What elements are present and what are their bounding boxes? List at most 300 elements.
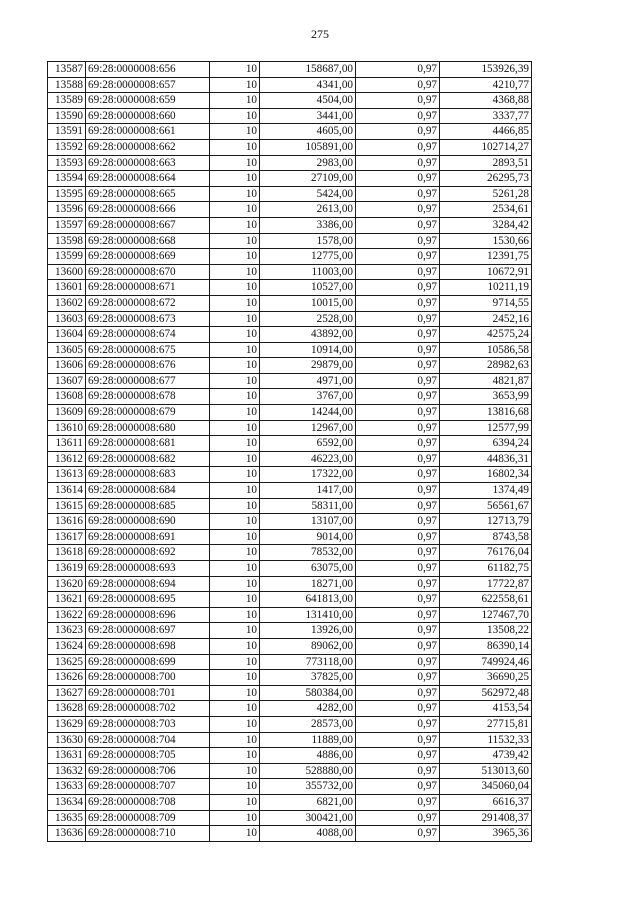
cadastral-number-cell: 69:28:0000008:691 <box>86 529 210 545</box>
category-cell: 10 <box>210 779 260 795</box>
cadastral-number-cell: 69:28:0000008:693 <box>86 561 210 577</box>
category-cell: 10 <box>210 295 260 311</box>
category-cell: 10 <box>210 732 260 748</box>
coefficient-cell: 0,97 <box>356 186 440 202</box>
area-cell: 3441,00 <box>260 108 356 124</box>
area-cell: 29879,00 <box>260 358 356 374</box>
category-cell: 10 <box>210 467 260 483</box>
value-cell: 10672,91 <box>440 264 532 280</box>
coefficient-cell: 0,97 <box>356 623 440 639</box>
category-cell: 10 <box>210 420 260 436</box>
area-cell: 43892,00 <box>260 327 356 343</box>
value-cell: 513013,60 <box>440 763 532 779</box>
area-cell: 63075,00 <box>260 561 356 577</box>
value-cell: 2893,51 <box>440 155 532 171</box>
cadastral-number-cell: 69:28:0000008:684 <box>86 483 210 499</box>
coefficient-cell: 0,97 <box>356 498 440 514</box>
value-cell: 27715,81 <box>440 716 532 732</box>
table-row <box>48 405 532 421</box>
coefficient-cell: 0,97 <box>356 467 440 483</box>
cadastral-number-cell: 69:28:0000008:656 <box>86 62 210 78</box>
area-cell: 12967,00 <box>260 420 356 436</box>
cadastral-number-cell: 69:28:0000008:699 <box>86 654 210 670</box>
category-cell: 10 <box>210 810 260 826</box>
cadastral-number-cell: 69:28:0000008:683 <box>86 467 210 483</box>
table-row <box>48 139 532 155</box>
area-cell: 131410,00 <box>260 607 356 623</box>
cadastral-number-cell: 69:28:0000008:661 <box>86 124 210 140</box>
table-row <box>48 545 532 561</box>
cadastral-number-cell: 69:28:0000008:674 <box>86 327 210 343</box>
category-cell: 10 <box>210 514 260 530</box>
value-cell: 26295,73 <box>440 171 532 187</box>
category-cell: 10 <box>210 264 260 280</box>
category-cell: 10 <box>210 607 260 623</box>
cadastral-number-cell: 69:28:0000008:676 <box>86 358 210 374</box>
value-cell: 4466,85 <box>440 124 532 140</box>
row-number-cell: 13608 <box>48 389 86 405</box>
value-cell: 4821,87 <box>440 373 532 389</box>
table-row <box>48 155 532 171</box>
area-cell: 773118,00 <box>260 654 356 670</box>
table-row <box>48 327 532 343</box>
cadastral-number-cell: 69:28:0000008:679 <box>86 405 210 421</box>
table-row <box>48 592 532 608</box>
row-number-cell: 13594 <box>48 171 86 187</box>
cadastral-number-cell: 69:28:0000008:701 <box>86 685 210 701</box>
value-cell: 11532,33 <box>440 732 532 748</box>
category-cell: 10 <box>210 77 260 93</box>
area-cell: 2983,00 <box>260 155 356 171</box>
category-cell: 10 <box>210 233 260 249</box>
row-number-cell: 13626 <box>48 670 86 686</box>
category-cell: 10 <box>210 794 260 810</box>
row-number-cell: 13597 <box>48 217 86 233</box>
coefficient-cell: 0,97 <box>356 545 440 561</box>
value-cell: 749924,46 <box>440 654 532 670</box>
cadastral-number-cell: 69:28:0000008:673 <box>86 311 210 327</box>
area-cell: 46223,00 <box>260 451 356 467</box>
coefficient-cell: 0,97 <box>356 607 440 623</box>
area-cell: 641813,00 <box>260 592 356 608</box>
coefficient-cell: 0,97 <box>356 77 440 93</box>
table-row <box>48 217 532 233</box>
coefficient-cell: 0,97 <box>356 592 440 608</box>
area-cell: 4282,00 <box>260 701 356 717</box>
area-cell: 58311,00 <box>260 498 356 514</box>
coefficient-cell: 0,97 <box>356 171 440 187</box>
coefficient-cell: 0,97 <box>356 295 440 311</box>
row-number-cell: 13600 <box>48 264 86 280</box>
cadastral-number-cell: 69:28:0000008:677 <box>86 373 210 389</box>
category-cell: 10 <box>210 139 260 155</box>
category-cell: 10 <box>210 436 260 452</box>
area-cell: 4886,00 <box>260 748 356 764</box>
area-cell: 1417,00 <box>260 483 356 499</box>
coefficient-cell: 0,97 <box>356 561 440 577</box>
value-cell: 4739,42 <box>440 748 532 764</box>
table-row <box>48 311 532 327</box>
table-row <box>48 93 532 109</box>
area-cell: 158687,00 <box>260 62 356 78</box>
row-number-cell: 13606 <box>48 358 86 374</box>
coefficient-cell: 0,97 <box>356 514 440 530</box>
coefficient-cell: 0,97 <box>356 529 440 545</box>
area-cell: 13926,00 <box>260 623 356 639</box>
area-cell: 89062,00 <box>260 638 356 654</box>
value-cell: 1374,49 <box>440 483 532 499</box>
category-cell: 10 <box>210 498 260 514</box>
cadastral-number-cell: 69:28:0000008:671 <box>86 280 210 296</box>
value-cell: 28982,63 <box>440 358 532 374</box>
value-cell: 6616,37 <box>440 794 532 810</box>
row-number-cell: 13601 <box>48 280 86 296</box>
category-cell: 10 <box>210 62 260 78</box>
category-cell: 10 <box>210 763 260 779</box>
value-cell: 4210,77 <box>440 77 532 93</box>
value-cell: 56561,67 <box>440 498 532 514</box>
value-cell: 61182,75 <box>440 561 532 577</box>
cadastral-number-cell: 69:28:0000008:662 <box>86 139 210 155</box>
area-cell: 28573,00 <box>260 716 356 732</box>
coefficient-cell: 0,97 <box>356 654 440 670</box>
category-cell: 10 <box>210 155 260 171</box>
area-cell: 5424,00 <box>260 186 356 202</box>
coefficient-cell: 0,97 <box>356 748 440 764</box>
cadastral-number-cell: 69:28:0000008:664 <box>86 171 210 187</box>
coefficient-cell: 0,97 <box>356 124 440 140</box>
category-cell: 10 <box>210 124 260 140</box>
category-cell: 10 <box>210 358 260 374</box>
row-number-cell: 13592 <box>48 139 86 155</box>
coefficient-cell: 0,97 <box>356 576 440 592</box>
coefficient-cell: 0,97 <box>356 779 440 795</box>
cadastral-number-cell: 69:28:0000008:700 <box>86 670 210 686</box>
area-cell: 528880,00 <box>260 763 356 779</box>
cadastral-number-cell: 69:28:0000008:685 <box>86 498 210 514</box>
row-number-cell: 13590 <box>48 108 86 124</box>
value-cell: 16802,34 <box>440 467 532 483</box>
category-cell: 10 <box>210 249 260 265</box>
value-cell: 8743,58 <box>440 529 532 545</box>
value-cell: 2452,16 <box>440 311 532 327</box>
value-cell: 345060,04 <box>440 779 532 795</box>
table-row <box>48 763 532 779</box>
category-cell: 10 <box>210 280 260 296</box>
coefficient-cell: 0,97 <box>356 62 440 78</box>
coefficient-cell: 0,97 <box>356 217 440 233</box>
coefficient-cell: 0,97 <box>356 451 440 467</box>
coefficient-cell: 0,97 <box>356 358 440 374</box>
cadastral-number-cell: 69:28:0000008:694 <box>86 576 210 592</box>
category-cell: 10 <box>210 93 260 109</box>
cadastral-number-cell: 69:28:0000008:704 <box>86 732 210 748</box>
cadastral-number-cell: 69:28:0000008:672 <box>86 295 210 311</box>
coefficient-cell: 0,97 <box>356 483 440 499</box>
category-cell: 10 <box>210 592 260 608</box>
coefficient-cell: 0,97 <box>356 810 440 826</box>
coefficient-cell: 0,97 <box>356 373 440 389</box>
area-cell: 6821,00 <box>260 794 356 810</box>
cadastral-number-cell: 69:28:0000008:680 <box>86 420 210 436</box>
row-number-cell: 13610 <box>48 420 86 436</box>
coefficient-cell: 0,97 <box>356 638 440 654</box>
table-row <box>48 483 532 499</box>
table-row <box>48 498 532 514</box>
row-number-cell: 13602 <box>48 295 86 311</box>
category-cell: 10 <box>210 561 260 577</box>
cadastral-number-cell: 69:28:0000008:681 <box>86 436 210 452</box>
coefficient-cell: 0,97 <box>356 280 440 296</box>
area-cell: 4971,00 <box>260 373 356 389</box>
cadastral-number-cell: 69:28:0000008:698 <box>86 638 210 654</box>
row-number-cell: 13607 <box>48 373 86 389</box>
row-number-cell: 13587 <box>48 62 86 78</box>
value-cell: 13508,22 <box>440 623 532 639</box>
value-cell: 622558,61 <box>440 592 532 608</box>
value-cell: 86390,14 <box>440 638 532 654</box>
category-cell: 10 <box>210 373 260 389</box>
value-cell: 3284,42 <box>440 217 532 233</box>
row-number-cell: 13609 <box>48 405 86 421</box>
coefficient-cell: 0,97 <box>356 93 440 109</box>
coefficient-cell: 0,97 <box>356 716 440 732</box>
category-cell: 10 <box>210 701 260 717</box>
category-cell: 10 <box>210 576 260 592</box>
cadastral-number-cell: 69:28:0000008:708 <box>86 794 210 810</box>
table-row <box>48 670 532 686</box>
coefficient-cell: 0,97 <box>356 732 440 748</box>
row-number-cell: 13616 <box>48 514 86 530</box>
table-row <box>48 451 532 467</box>
cadastral-number-cell: 69:28:0000008:670 <box>86 264 210 280</box>
row-number-cell: 13614 <box>48 483 86 499</box>
row-number-cell: 13611 <box>48 436 86 452</box>
area-cell: 78532,00 <box>260 545 356 561</box>
table-body <box>48 62 532 842</box>
category-cell: 10 <box>210 670 260 686</box>
table-row <box>48 202 532 218</box>
area-cell: 10527,00 <box>260 280 356 296</box>
value-cell: 3653,99 <box>440 389 532 405</box>
value-cell: 6394,24 <box>440 436 532 452</box>
table-row <box>48 295 532 311</box>
row-number-cell: 13627 <box>48 685 86 701</box>
value-cell: 2534,61 <box>440 202 532 218</box>
table-row <box>48 529 532 545</box>
row-number-cell: 13612 <box>48 451 86 467</box>
cadastral-number-cell: 69:28:0000008:695 <box>86 592 210 608</box>
table-row <box>48 358 532 374</box>
cadastral-value-table <box>47 61 532 842</box>
coefficient-cell: 0,97 <box>356 264 440 280</box>
area-cell: 6592,00 <box>260 436 356 452</box>
value-cell: 17722,87 <box>440 576 532 592</box>
value-cell: 44836,31 <box>440 451 532 467</box>
value-cell: 10211,19 <box>440 280 532 296</box>
cadastral-number-cell: 69:28:0000008:702 <box>86 701 210 717</box>
coefficient-cell: 0,97 <box>356 155 440 171</box>
area-cell: 10015,00 <box>260 295 356 311</box>
cadastral-number-cell: 69:28:0000008:705 <box>86 748 210 764</box>
category-cell: 10 <box>210 186 260 202</box>
row-number-cell: 13591 <box>48 124 86 140</box>
category-cell: 10 <box>210 654 260 670</box>
cadastral-number-cell: 69:28:0000008:690 <box>86 514 210 530</box>
category-cell: 10 <box>210 451 260 467</box>
area-cell: 300421,00 <box>260 810 356 826</box>
coefficient-cell: 0,97 <box>356 139 440 155</box>
coefficient-cell: 0,97 <box>356 202 440 218</box>
value-cell: 4153,54 <box>440 701 532 717</box>
area-cell: 17322,00 <box>260 467 356 483</box>
category-cell: 10 <box>210 171 260 187</box>
cadastral-number-cell: 69:28:0000008:660 <box>86 108 210 124</box>
table-row <box>48 108 532 124</box>
table-row <box>48 514 532 530</box>
row-number-cell: 13593 <box>48 155 86 171</box>
coefficient-cell: 0,97 <box>356 108 440 124</box>
table-row <box>48 249 532 265</box>
value-cell: 42575,24 <box>440 327 532 343</box>
category-cell: 10 <box>210 327 260 343</box>
category-cell: 10 <box>210 202 260 218</box>
cadastral-number-cell: 69:28:0000008:682 <box>86 451 210 467</box>
row-number-cell: 13633 <box>48 779 86 795</box>
row-number-cell: 13596 <box>48 202 86 218</box>
table-row <box>48 561 532 577</box>
cadastral-number-cell: 69:28:0000008:692 <box>86 545 210 561</box>
row-number-cell: 13623 <box>48 623 86 639</box>
table-row <box>48 810 532 826</box>
table-row <box>48 826 532 842</box>
row-number-cell: 13621 <box>48 592 86 608</box>
value-cell: 3337,77 <box>440 108 532 124</box>
category-cell: 10 <box>210 389 260 405</box>
table-row <box>48 779 532 795</box>
cadastral-number-cell: 69:28:0000008:697 <box>86 623 210 639</box>
row-number-cell: 13630 <box>48 732 86 748</box>
table-row <box>48 62 532 78</box>
coefficient-cell: 0,97 <box>356 405 440 421</box>
table-row <box>48 716 532 732</box>
cadastral-number-cell: 69:28:0000008:696 <box>86 607 210 623</box>
row-number-cell: 13636 <box>48 826 86 842</box>
area-cell: 18271,00 <box>260 576 356 592</box>
table-row <box>48 373 532 389</box>
category-cell: 10 <box>210 716 260 732</box>
area-cell: 14244,00 <box>260 405 356 421</box>
value-cell: 3965,36 <box>440 826 532 842</box>
category-cell: 10 <box>210 108 260 124</box>
coefficient-cell: 0,97 <box>356 763 440 779</box>
category-cell: 10 <box>210 685 260 701</box>
coefficient-cell: 0,97 <box>356 249 440 265</box>
value-cell: 9714,55 <box>440 295 532 311</box>
cadastral-number-cell: 69:28:0000008:666 <box>86 202 210 218</box>
table-row <box>48 748 532 764</box>
table-row <box>48 233 532 249</box>
cadastral-number-cell: 69:28:0000008:657 <box>86 77 210 93</box>
category-cell: 10 <box>210 483 260 499</box>
coefficient-cell: 0,97 <box>356 311 440 327</box>
value-cell: 4368,88 <box>440 93 532 109</box>
area-cell: 355732,00 <box>260 779 356 795</box>
row-number-cell: 13598 <box>48 233 86 249</box>
area-cell: 12775,00 <box>260 249 356 265</box>
table-row <box>48 467 532 483</box>
area-cell: 3767,00 <box>260 389 356 405</box>
row-number-cell: 13631 <box>48 748 86 764</box>
row-number-cell: 13595 <box>48 186 86 202</box>
table-row <box>48 124 532 140</box>
area-cell: 10914,00 <box>260 342 356 358</box>
area-cell: 105891,00 <box>260 139 356 155</box>
row-number-cell: 13622 <box>48 607 86 623</box>
area-cell: 1578,00 <box>260 233 356 249</box>
row-number-cell: 13619 <box>48 561 86 577</box>
cadastral-number-cell: 69:28:0000008:669 <box>86 249 210 265</box>
cadastral-number-cell: 69:28:0000008:663 <box>86 155 210 171</box>
table-row <box>48 701 532 717</box>
value-cell: 12577,99 <box>440 420 532 436</box>
table-row <box>48 342 532 358</box>
cadastral-number-cell: 69:28:0000008:667 <box>86 217 210 233</box>
area-cell: 11889,00 <box>260 732 356 748</box>
coefficient-cell: 0,97 <box>356 826 440 842</box>
cadastral-number-cell: 69:28:0000008:706 <box>86 763 210 779</box>
category-cell: 10 <box>210 826 260 842</box>
table-row <box>48 420 532 436</box>
coefficient-cell: 0,97 <box>356 389 440 405</box>
area-cell: 4341,00 <box>260 77 356 93</box>
cadastral-number-cell: 69:28:0000008:668 <box>86 233 210 249</box>
row-number-cell: 13605 <box>48 342 86 358</box>
cadastral-number-cell: 69:28:0000008:678 <box>86 389 210 405</box>
value-cell: 562972,48 <box>440 685 532 701</box>
table-row <box>48 732 532 748</box>
value-cell: 76176,04 <box>440 545 532 561</box>
table-row <box>48 436 532 452</box>
coefficient-cell: 0,97 <box>356 436 440 452</box>
cadastral-number-cell: 69:28:0000008:710 <box>86 826 210 842</box>
value-cell: 12713,79 <box>440 514 532 530</box>
coefficient-cell: 0,97 <box>356 701 440 717</box>
cadastral-number-cell: 69:28:0000008:665 <box>86 186 210 202</box>
area-cell: 580384,00 <box>260 685 356 701</box>
table-row <box>48 654 532 670</box>
table-row <box>48 77 532 93</box>
value-cell: 13816,68 <box>440 405 532 421</box>
value-cell: 127467,70 <box>440 607 532 623</box>
row-number-cell: 13628 <box>48 701 86 717</box>
row-number-cell: 13603 <box>48 311 86 327</box>
value-cell: 102714,27 <box>440 139 532 155</box>
area-cell: 4605,00 <box>260 124 356 140</box>
table-row <box>48 623 532 639</box>
area-cell: 13107,00 <box>260 514 356 530</box>
row-number-cell: 13629 <box>48 716 86 732</box>
row-number-cell: 13617 <box>48 529 86 545</box>
row-number-cell: 13625 <box>48 654 86 670</box>
cadastral-number-cell: 69:28:0000008:709 <box>86 810 210 826</box>
cadastral-number-cell: 69:28:0000008:707 <box>86 779 210 795</box>
cadastral-number-cell: 69:28:0000008:675 <box>86 342 210 358</box>
table-row <box>48 576 532 592</box>
table-row <box>48 607 532 623</box>
row-number-cell: 13588 <box>48 77 86 93</box>
table-row <box>48 638 532 654</box>
